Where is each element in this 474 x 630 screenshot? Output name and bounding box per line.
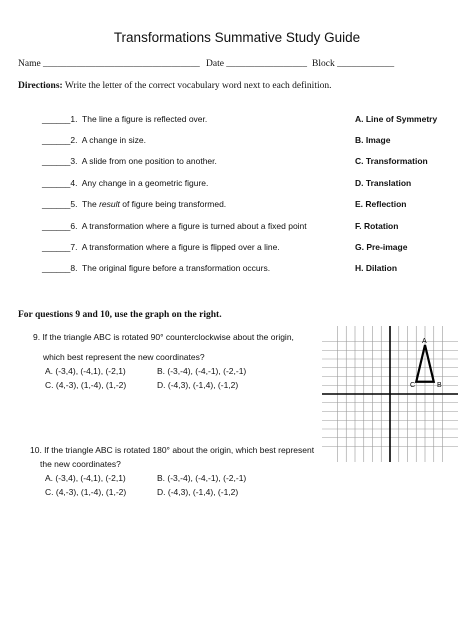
vocab-e: E. Reflection <box>355 199 407 209</box>
vocab-h: H. Dilation <box>355 263 398 273</box>
definition-7: ______7. A transformation where a figure is flipped over a line. <box>42 242 280 252</box>
directions-label: Directions: <box>18 81 63 91</box>
definition-2: ______2. A change in size. <box>42 135 146 145</box>
q9-choice-a: A. (-3,4), (-4,1), (-2,1) <box>45 366 126 376</box>
q10-choice-c: C. (4,-3), (1,-4), (1,-2) <box>45 487 127 497</box>
name-field-label: Name _________________________________ <box>18 59 200 69</box>
answer-blank: ______ <box>42 135 71 145</box>
directions <box>18 81 331 91</box>
q10-choice-b: B. (-3,-4), (-4,-1), (-2,-1) <box>157 473 247 483</box>
page-title: Transformations Summative Study Guide <box>113 30 361 45</box>
definition-4: ______4. Any change in a geometric figure. <box>42 178 209 188</box>
vocab-b: B. Image <box>355 135 391 145</box>
question-9-line-2: which best represent the new coordinates? <box>43 352 205 362</box>
q10-choice-d: D. (-4,3), (-1,4), (-1,2) <box>157 487 239 497</box>
answer-blank: ______ <box>42 263 71 273</box>
vocab-f: F. Rotation <box>355 221 399 231</box>
vertex-label-c: C <box>410 382 416 389</box>
block-field-label: Block ____________ <box>312 59 395 69</box>
q9-choice-b: B. (-3,-4), (-4,-1), (-2,-1) <box>157 366 247 376</box>
vocab-d: D. Translation <box>355 178 412 188</box>
definition-5: ______5. The result of figure being transformed. <box>42 199 227 209</box>
definition-3: ______3. A slide from one position to another. <box>42 156 217 166</box>
graph-section-heading: For questions 9 and 10, use the graph on the right. <box>18 310 222 320</box>
answer-blank: ______ <box>42 114 71 124</box>
directions-text: Write the letter of the correct vocabulary word next to each definition. <box>64 81 332 91</box>
answer-blank: ______ <box>42 221 71 231</box>
coordinate-grid <box>320 324 460 464</box>
vertex-label-b: B <box>437 382 442 389</box>
question-10-line-2: the new coordinates? <box>40 459 121 469</box>
question-10-line-1: 10. If the triangle ABC is rotated 180° about the origin, which best represent <box>30 445 315 455</box>
definition-1: ______1. The line a figure is reflected over. <box>42 114 208 124</box>
vertex-label-a: A <box>422 338 427 345</box>
definition-6: ______6. A transformation where a figure is turned about a fixed point <box>42 221 307 231</box>
answer-blank: ______ <box>42 199 71 209</box>
question-9-line-1: 9. If the triangle ABC is rotated 90° counterclockwise about the origin, <box>33 332 294 342</box>
q9-choice-d: D. (-4,3), (-1,4), (-1,2) <box>157 380 239 390</box>
q10-choice-a: A. (-3,4), (-4,1), (-2,1) <box>45 473 126 483</box>
q9-choice-c: C. (4,-3), (1,-4), (1,-2) <box>45 380 127 390</box>
definition-8: ______8. The original figure before a transformation occurs. <box>42 263 271 273</box>
vocab-a: A. Line of Symmetry <box>355 114 438 124</box>
answer-blank: ______ <box>42 156 71 166</box>
vocab-g: G. Pre-image <box>355 242 408 252</box>
answer-blank: ______ <box>42 178 71 188</box>
date-field-label: Date _________________ <box>206 59 308 69</box>
answer-blank: ______ <box>42 242 71 252</box>
vocab-c: C. Transformation <box>355 156 428 166</box>
